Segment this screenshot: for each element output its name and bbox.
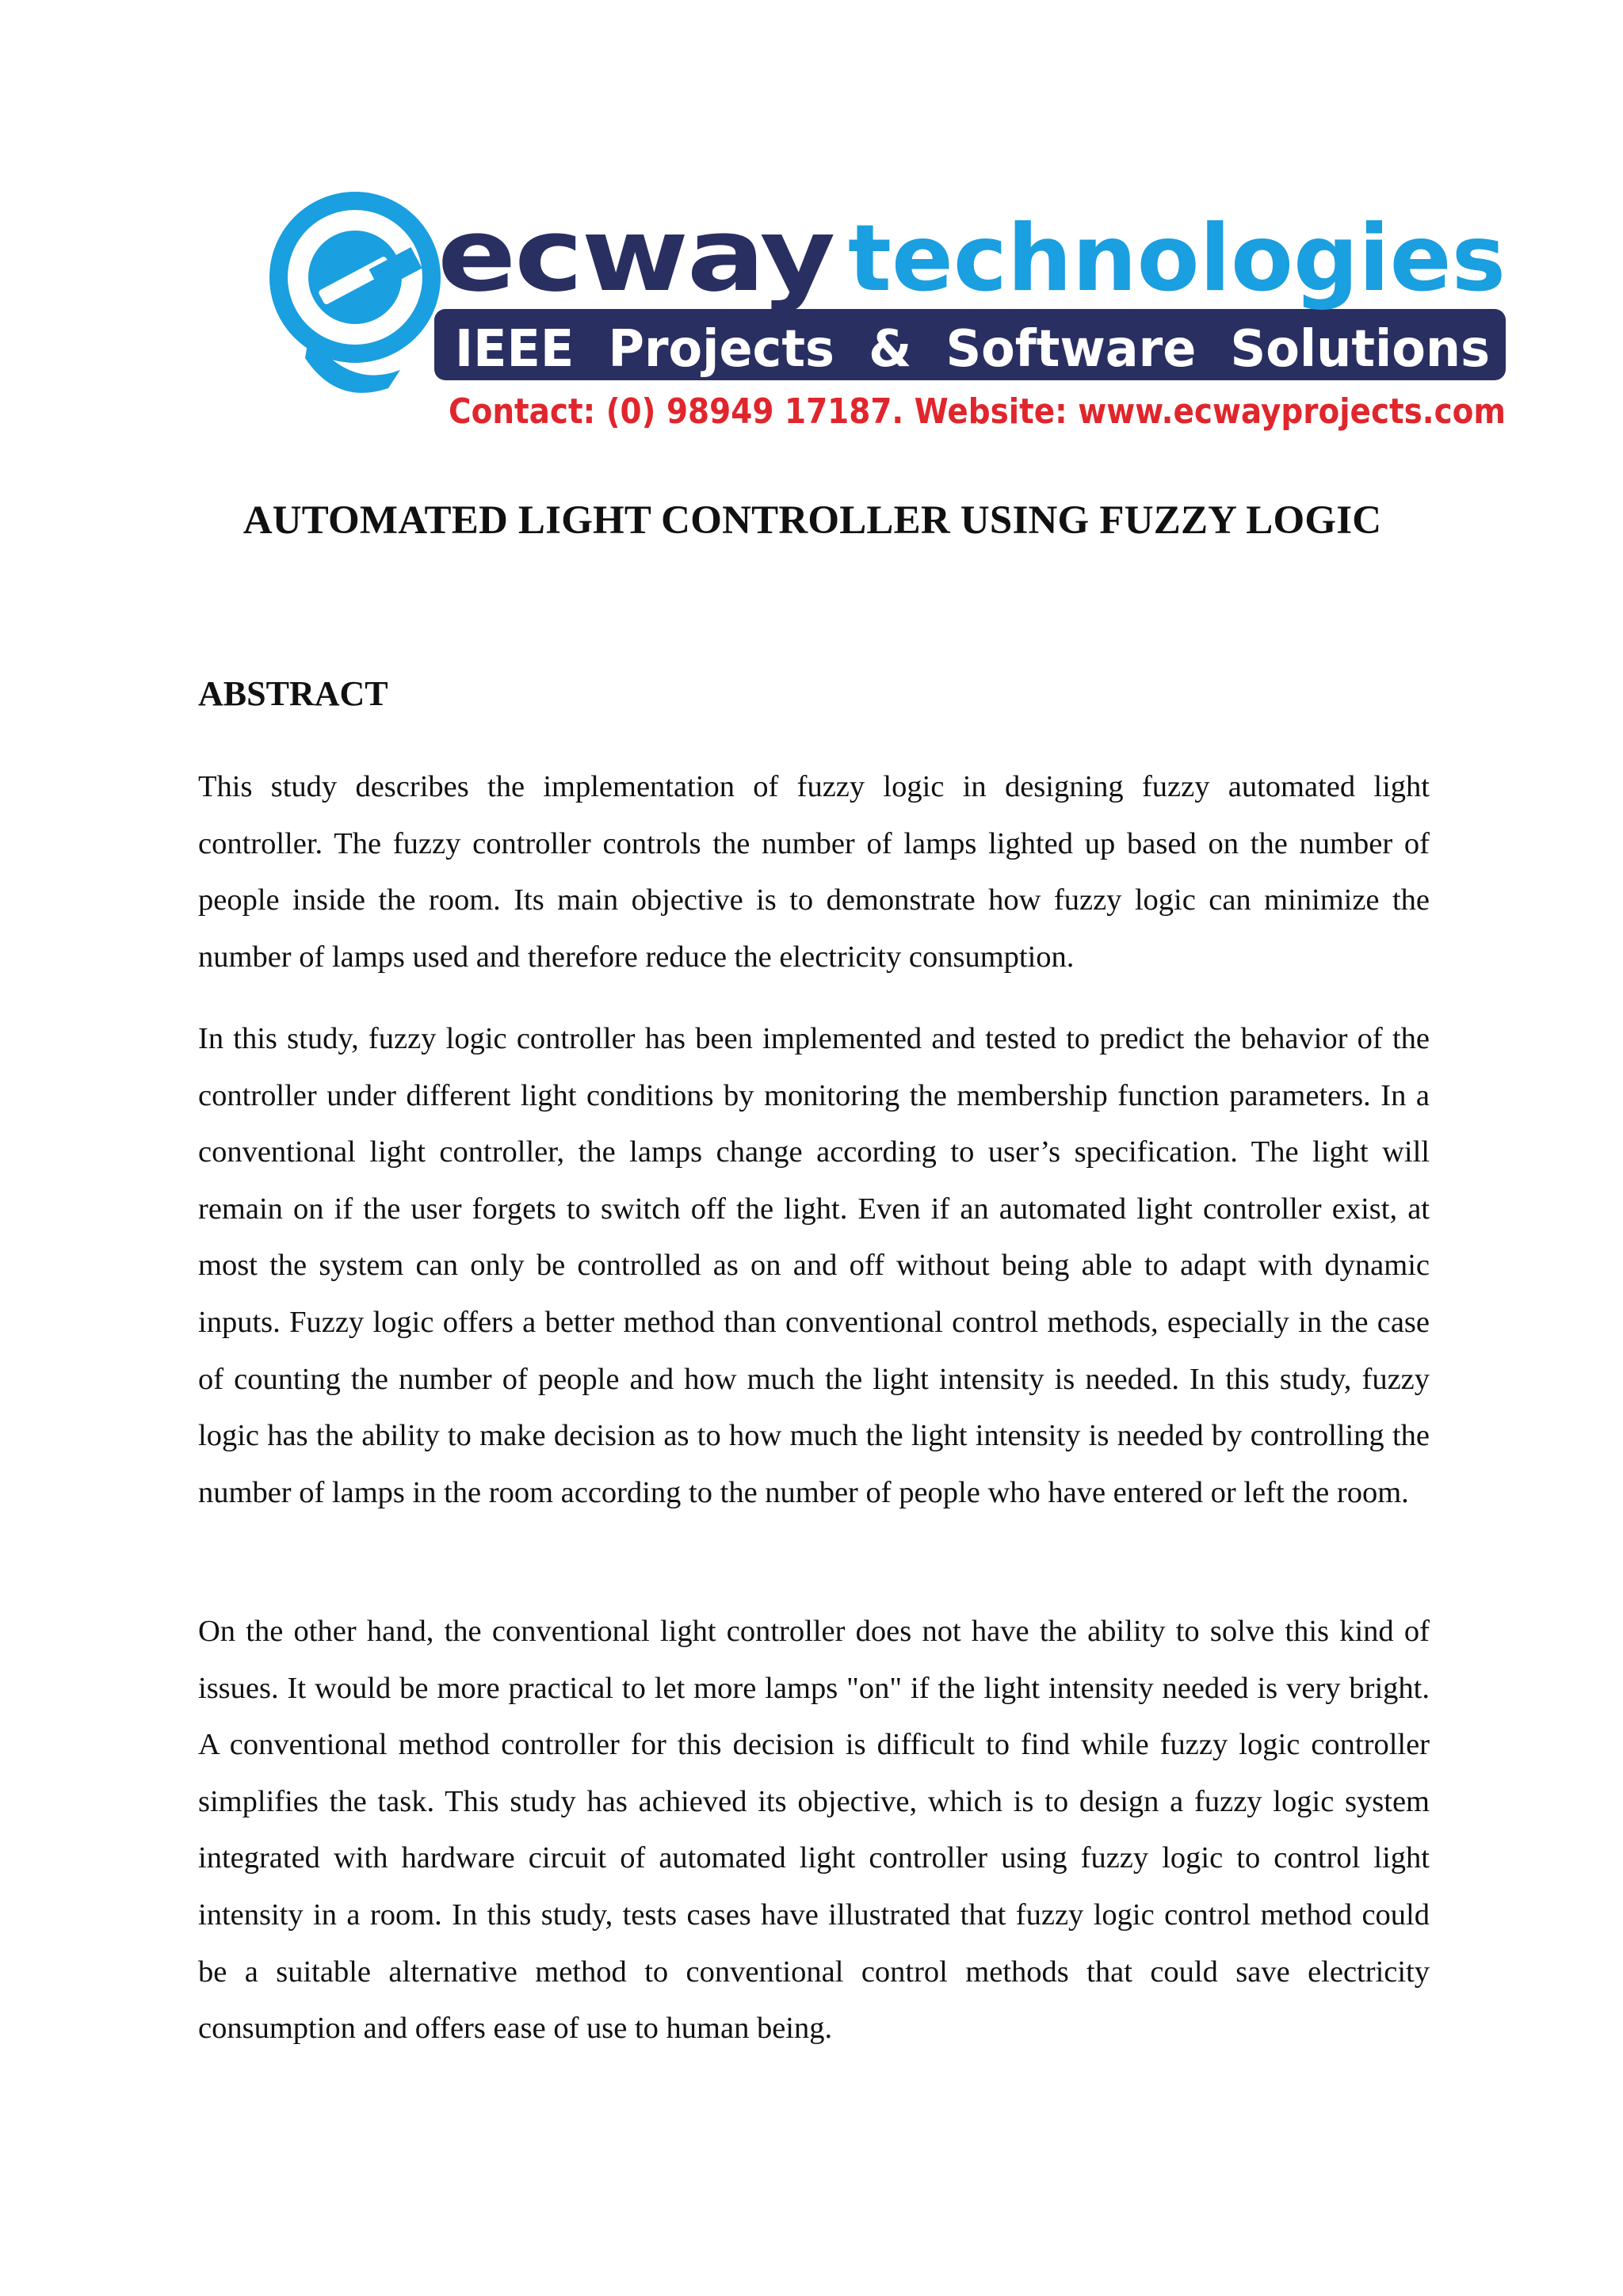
ecway-emblem-icon — [269, 192, 441, 393]
brand-ecway: ecway — [437, 196, 834, 315]
logo-contact: Contact: (0) 98949 17187. Website: www.ecwayprojects.com — [449, 391, 1506, 432]
brand-technologies: technologies — [848, 205, 1506, 312]
abstract-paragraph-1: This study describes the implementation of fuzzy logic in designing fuzzy automated light controller. The fuzzy controller controls the number of lamps lighted up based on the number of people inside the room. Its main objective is to demonstrate how fuzzy logic can minimize the number of lamps used and therefore reduce the electricity consumption. — [198, 770, 1430, 974]
ecway-logo — [262, 184, 1514, 432]
logo-tagline: IEEE Projects & Software Solutions — [455, 320, 1490, 379]
document-title: AUTOMATED LIGHT CONTROLLER USING FUZZY LOGIC — [242, 498, 1382, 543]
abstract-paragraph-3: On the other hand, the conventional light controller does not have the ability to solve this kind of issues. It would be more practical to let more lamps "on" if the light intensity needed is very bright. A conventional method controller for this decision is difficult to find while fuzzy logic controller simplifies the task. This study has achieved its objective, which is to design a fuzzy logic system integrated with hardware circuit of automated light controller using fuzzy logic to control light intensity in a room. In this study, tests cases have illustrated that fuzzy logic control method could be a suitable alternative method to conventional control methods that could save electricity consumption and offers ease of use to human being. — [198, 1615, 1430, 2046]
section-heading-abstract: ABSTRACT — [198, 674, 388, 713]
abstract-paragraph-2: In this study, fuzzy logic controller has been implemented and tested to predict the behavior of the controller under different light conditions by monitoring the membership function parameters. In a conventional light controller, the lamps change according to user’s specification. The light will remain on if the user forgets to switch off the light. Even if an automated light controller exist, at most the system can only be controlled as on and off without being able to adapt with dynamic inputs. Fuzzy logic offers a better method than conventional control methods, especially in the case of counting the number of people and how much the light intensity is needed. In this study, fuzzy logic has the ability to make decision as to how much the light intensity is needed by controlling the number of lamps in the room according to the number of people who have entered or left the room. — [198, 1022, 1430, 1509]
